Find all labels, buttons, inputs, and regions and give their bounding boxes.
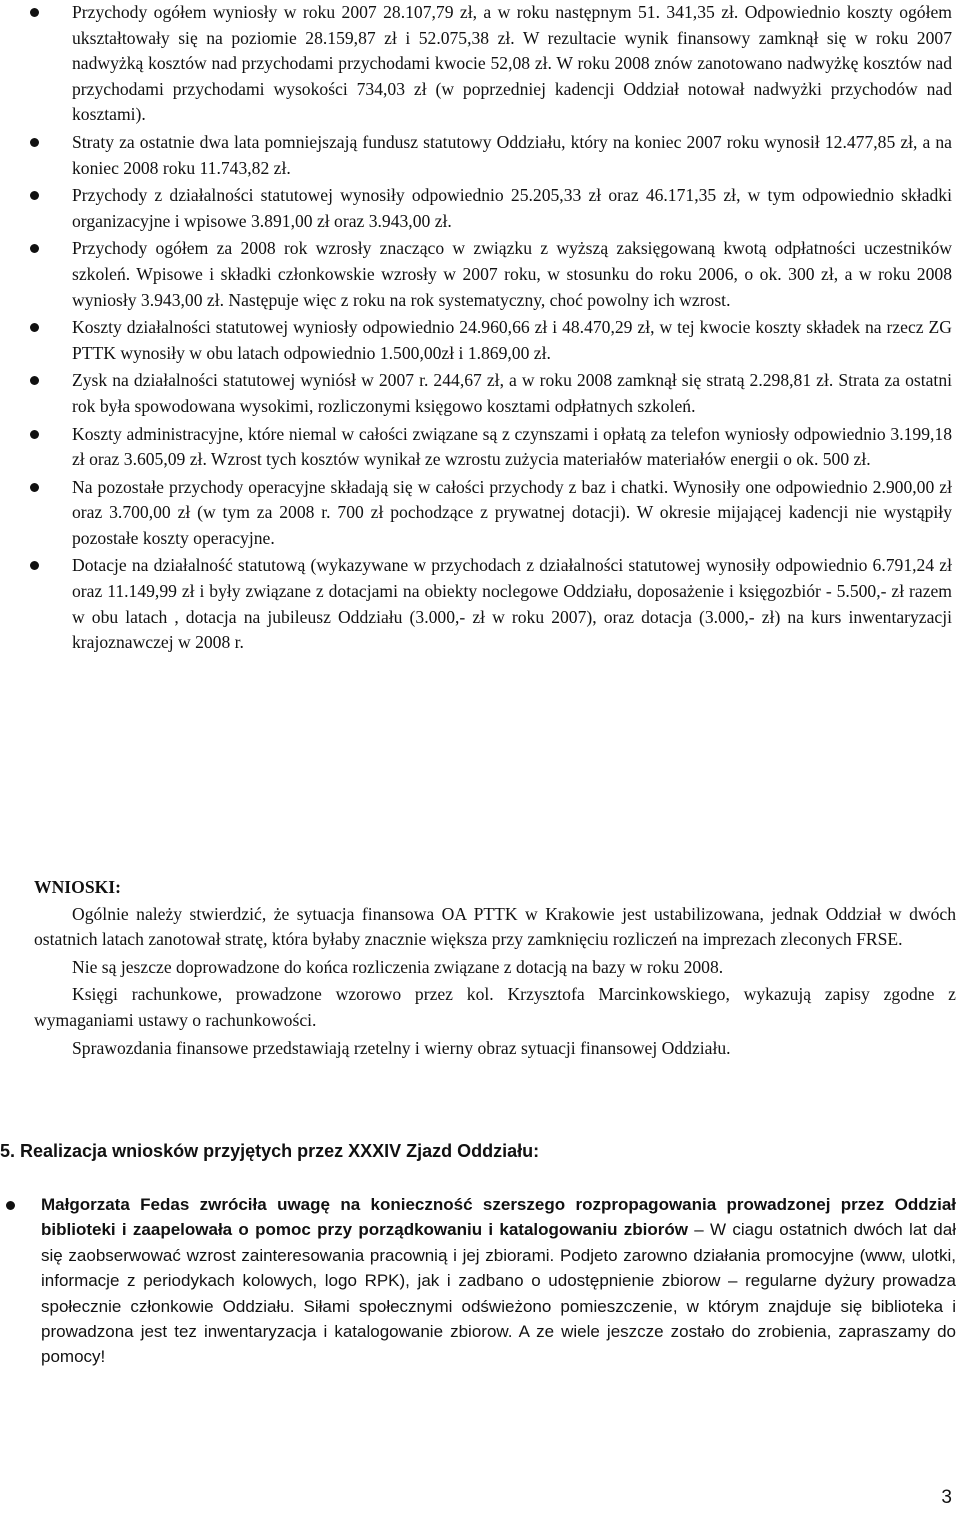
section-5-list bbox=[0, 1192, 960, 1372]
bullet-icon bbox=[30, 376, 39, 385]
bullet-icon bbox=[30, 244, 39, 253]
financial-summary-list bbox=[0, 0, 956, 658]
bullet-icon bbox=[6, 1201, 15, 1210]
bullet-icon bbox=[30, 483, 39, 492]
list-item: Przychody ogółem za 2008 rok wzrosły znacząco w związku z wyższą zaksięgowaną kwotą odpłatności uczestników szkoleń. Wpisowe i składki członkowskie wzrosły w 2007 roku, w stosunku do roku 2006, o ok. 300 zł, a w roku 2008 wyniosły 3.943,00 zł. Następuje więc z roku na rok systematyczny, choć powolny ich wzrost. bbox=[0, 236, 956, 313]
conclusions-paragraph: Sprawozdania finansowe przedstawiają rzetelny i wierny obraz sytuacji finansowej Oddziału. bbox=[72, 1037, 731, 1058]
conclusions-paragraph: Księgi rachunkowe, prowadzone wzorowo przez kol. Krzysztofa Marcinkowskiego, wykazują zapisy zgodne z wymaganiami ustawy o rachunkowości. bbox=[34, 984, 956, 1030]
list-item: Przychody z działalności statutowej wynosiły odpowiednio 25.205,33 zł oraz 46.171,35 zł, w tym odpowiednio składki organizacyjne i wpisowe 3.891,00 zł oraz 3.943,00 zł. bbox=[0, 183, 956, 234]
list-item: Na pozostałe przychody operacyjne składają się w całości przychody z baz i chatki. Wynosiły one odpowiednio 2.900,00 zł oraz 3.700,00 zł (w tym za 2008 r. 700 zł pochodzące z prywatnej dotacji). W okresie mijającej kadencji nie wystąpiły pozostałe koszty operacyjne. bbox=[0, 475, 956, 552]
bullet-icon bbox=[30, 138, 39, 147]
bullet-icon bbox=[30, 430, 39, 439]
list-item: Zysk na działalności statutowej wyniósł w 2007 r. 244,67 zł, a w roku 2008 zamknął się stratą 2.298,81 zł. Strata za ostatni rok była spowodowana wysokimi, rozliczonymi księgowo kosztami odpłatnych szkoleń. bbox=[0, 368, 956, 419]
conclusions-heading: WNIOSKI: bbox=[34, 877, 122, 897]
list-item: Koszty działalności statutowej wyniosły odpowiednio 24.960,66 zł i 48.470,29 zł, w tej kwocie koszty składek na rzecz ZG PTTK wynosiły w obu latach odpowiednio 1.500,00zł i 1.869,00 zł. bbox=[0, 315, 956, 366]
bullet-icon bbox=[30, 8, 39, 17]
list-item: Straty za ostatnie dwa lata pomniejszają fundusz statutowy Oddziału, który na koniec 2007 roku wynosił 12.477,85 zł, a na koniec 2008 roku 11.743,82 zł. bbox=[0, 130, 956, 181]
conclusions-paragraph: Nie są jeszcze doprowadzone do końca rozliczenia związane z dotacją na bazy w roku 2008. bbox=[72, 956, 724, 977]
bullet-icon bbox=[30, 561, 39, 570]
list-item: Przychody ogółem wyniosły w roku 2007 28.107,79 zł, a w roku następnym 51. 341,35 zł. Odpowiednio koszty ogółem ukształtowały się na poziomie 28.159,87 zł i 52.075,38 zł. W rezultacie wynik finansowy zamknął się w roku 2007 nadwyżką kosztów nad przychodami przychodami kwocie 52,08 zł. W roku 2008 znów zanotowano nadwyżkę kosztów nad przychodami przychodami wysokości 734,03 zł (w poprzedniej kadencji Oddział notował nadwyżki przychodów nad kosztami). bbox=[0, 0, 956, 128]
bullet-icon bbox=[30, 191, 39, 200]
request-summary: Małgorzata Fedas zwróciła uwagę na konieczność szerszego rozpropagowania prowadzonej przez Oddział biblioteki i zaapelowała o pomoc przy porządkowaniu i katalogowaniu zbiorów bbox=[41, 1195, 956, 1240]
list-item bbox=[0, 1192, 960, 1370]
page-number: 3 bbox=[941, 1487, 952, 1508]
conclusions-paragraph: Ogólnie należy stwierdzić, że sytuacja finansowa OA PTTK w Krakowie jest ustabilizowana, jednak Oddział w dwóch ostatnich latach zanotował stratę, która byłaby znacznie większa przy zamknięciu rozliczeń na imprezach zleconych FRSE. bbox=[34, 903, 956, 950]
conclusions-section bbox=[34, 875, 956, 1063]
list-item: Dotacje na działalność statutową (wykazywane w przychodach z działalności statutowej wynosiły odpowiednio 6.791,24 zł oraz 11.149,99 zł i były związane z dotacjami na obiekty noclegowe Oddziału, doposażenie i księgozbiór - 5.500,- zł razem w obu latach , dotacja na jubileusz Oddziału (3.000,- zł w roku 2007), oraz dotacja (3.000,- zł) na kurs inwentaryzacji krajoznawczej w 2008 r. bbox=[0, 553, 956, 655]
list-item: Koszty administracyjne, które niemal w całości związane są z czynszami i opłatą za telefon wyniosły odpowiednio 3.199,18 zł oraz 3.605,09 zł. Wzrost tych kosztów wynikał ze wzrostu zużycia materiałów materiałów energii o ok. 500 zł. bbox=[0, 422, 956, 473]
request-response: – W ciagu ostatnich dwóch lat dał się zaobserwować wzrost zainteresowania pracownią i jej zbiorami. Podjeto zarowno działania promocyjne (www, ulotki, informacje z periodykach kolowych, logo RPK), jak i zadbano o udostępnienie zbiorow – regularne dyżury prowadza społecznie członkowie Oddziału. Siłami społecznymi odświeżono pomieszczenie, w którym znajduje się biblioteka i prowadzona jest tez inwentaryzacja i katalogowanie zbiorow. A ze wiele jeszcze zostało do zrobienia, zapraszamy do pomocy! bbox=[41, 1220, 956, 1367]
bullet-icon bbox=[30, 323, 39, 332]
section-5-heading: 5. Realizacja wniosków przyjętych przez XXXIV Zjazd Oddziału: bbox=[0, 1141, 540, 1161]
